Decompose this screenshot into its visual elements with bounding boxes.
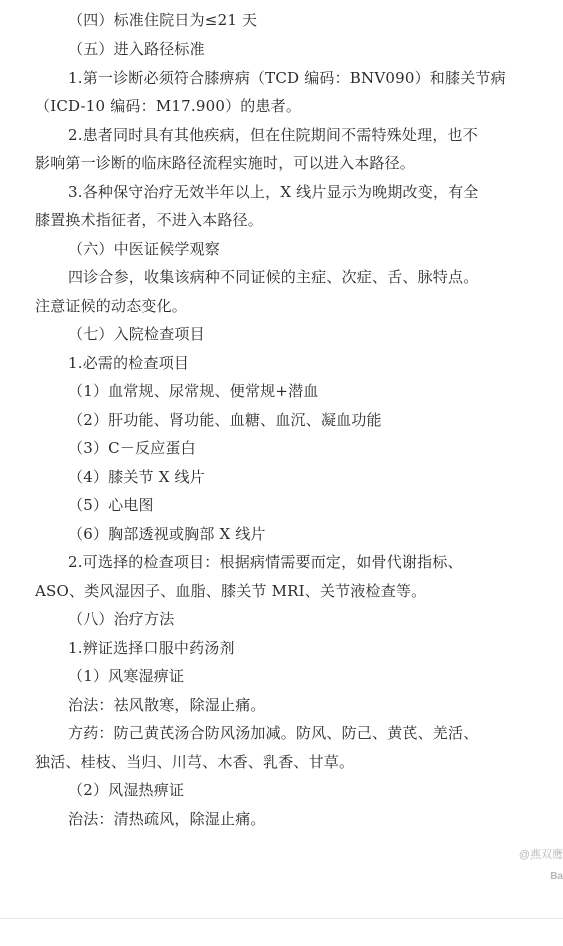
paragraph-line: 1.必需的检查项目 [68,354,190,372]
paragraph-line: 治法：祛风散寒，除湿止痛。 [68,696,266,714]
list-item: （6）胸部透视或胸部 X 线片 [68,525,266,543]
heading-tcm-observation: （六）中医证候学观察 [68,240,221,258]
watermark-author: @燕双鹰 [518,849,563,861]
paragraph-line: 3.各种保守治疗无效半年以上，X 线片显示为晚期改变，有全 [68,183,479,201]
list-item: （4）膝关节 X 线片 [68,468,205,486]
heading-treatment: （八）治疗方法 [68,610,175,628]
list-item: （3）C－反应蛋白 [68,439,196,457]
paragraph-line: 治法：清热疏风，除湿止痛。 [68,810,266,828]
paragraph-line: ASO、类风湿因子、血脂、膝关节 MRI、关节液检查等。 [35,582,427,600]
paragraph-line: 方药：防己黄芪汤合防风汤加减。防风、防己、黄芪、羌活、 [68,724,479,742]
paragraph-line: 四诊合参，收集该病种不同证候的主症、次症、舌、脉特点。 [68,268,479,286]
paragraph-line: 膝置换术指征者，不进入本路径。 [35,211,264,229]
paragraph-line: 2.患者同时具有其他疾病，但在住院期间不需特殊处理，也不 [68,126,478,144]
paragraph-line: 2.可选择的检查项目：根据病情需要而定，如骨代谢指标、 [68,553,463,571]
list-item: （5）心电图 [68,496,154,514]
list-item: （2）风湿热痹证 [68,781,185,799]
paragraph-line: 影响第一诊断的临床路径流程实施时，可以进入本路径。 [35,154,416,172]
list-item: （1）风寒湿痹证 [68,667,185,685]
heading-admission-tests: （七）入院检查项目 [68,325,205,343]
watermark-logo: Ba [550,871,563,882]
list-item: （1）血常规、尿常规、便常规+潜血 [68,382,319,400]
paragraph-line: 注意证候的动态变化。 [35,297,188,315]
heading-entry-criteria: （五）进入路径标准 [68,40,205,58]
paragraph-line: 独活、桂枝、当归、川芎、木香、乳香、甘草。 [35,753,355,771]
bottom-divider [0,918,563,919]
heading-hospital-stay: （四）标准住院日为≤21 天 [68,11,258,29]
paragraph-line: 1.辨证选择口服中药汤剂 [68,639,235,657]
list-item: （2）肝功能、肾功能、血糖、血沉、凝血功能 [68,411,382,429]
paragraph-line: 1.第一诊断必须符合膝痹病（TCD 编码：BNV090）和膝关节病 [68,69,506,87]
paragraph-line: （ICD-10 编码：M17.900）的患者。 [35,97,302,115]
